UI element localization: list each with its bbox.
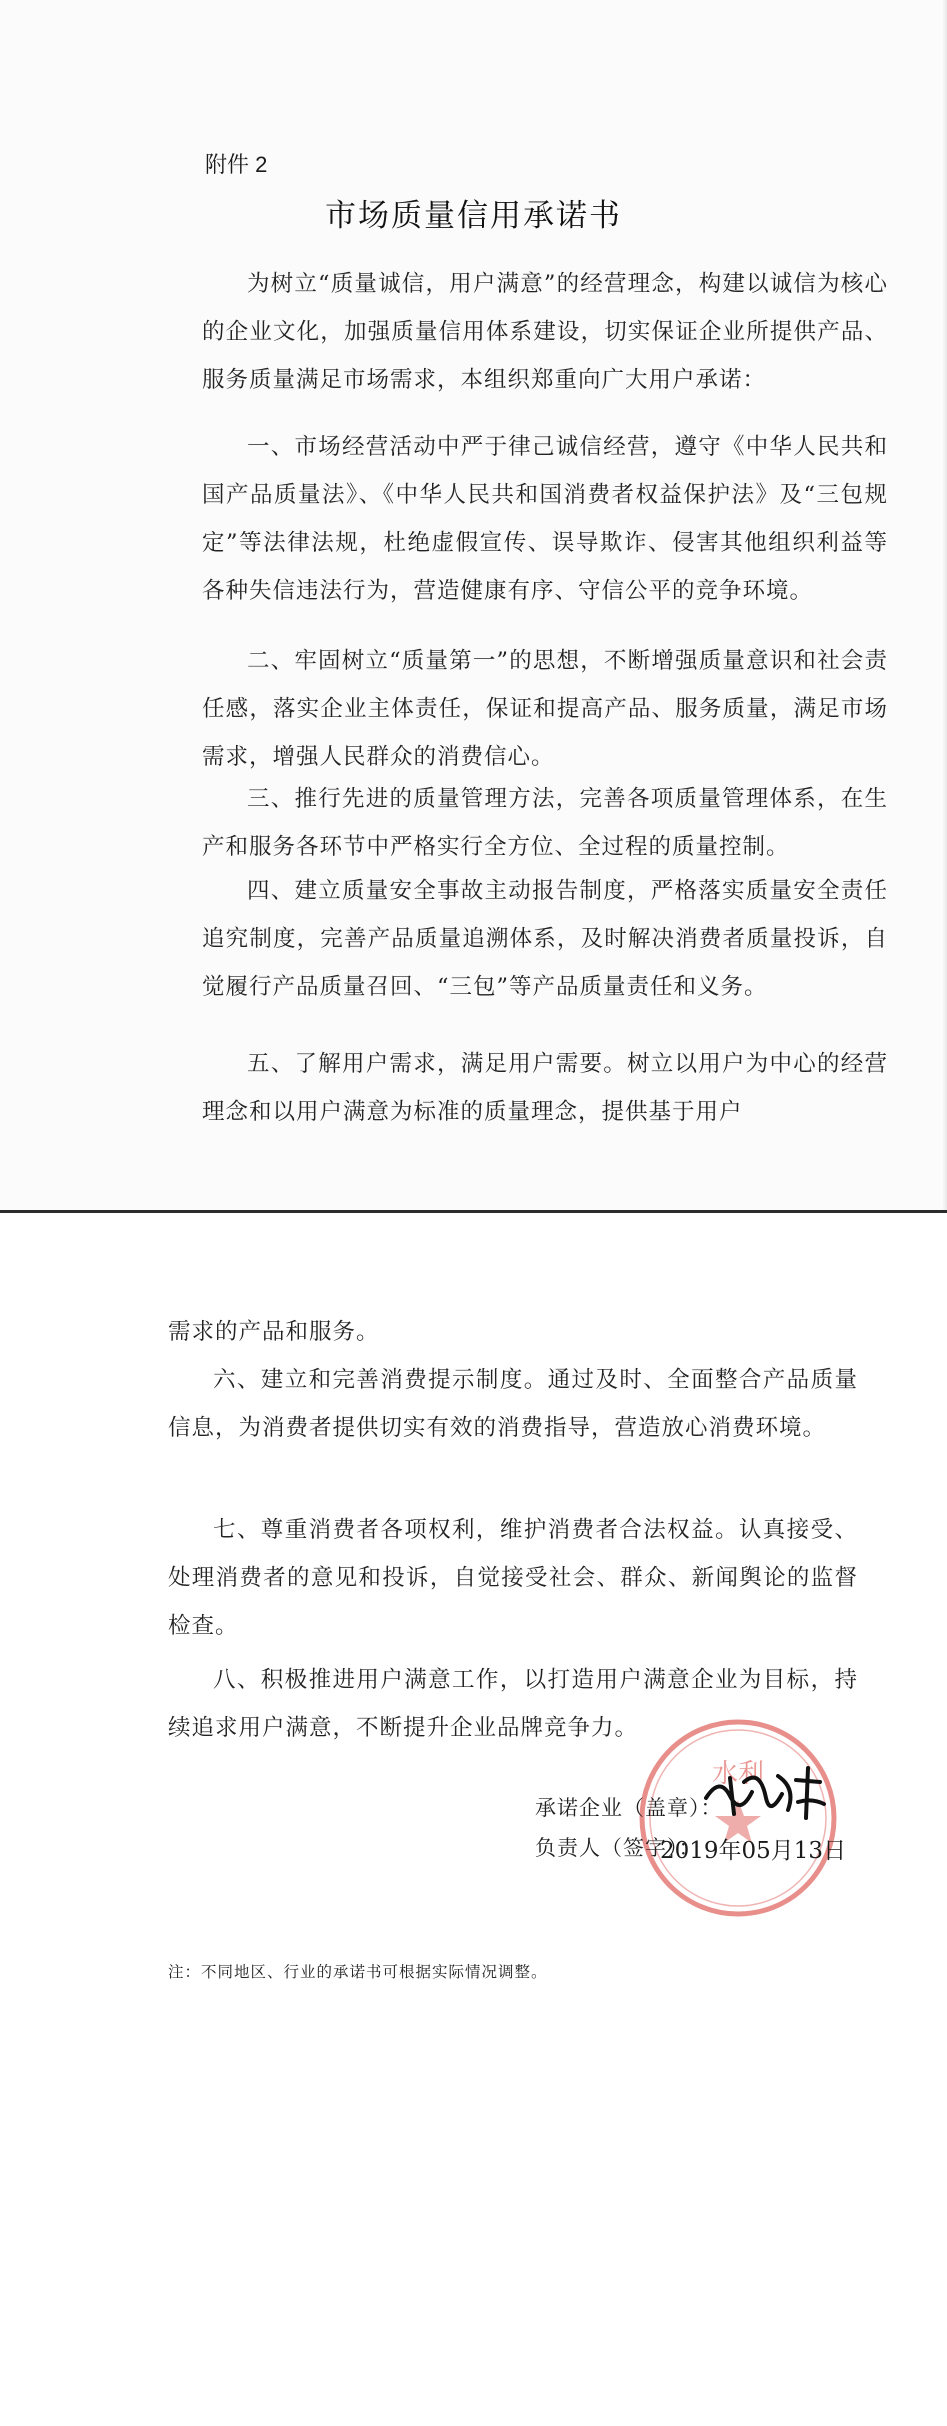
paragraph-intro: 为树立“质量诚信，用户满意”的经营理念，构建以诚信为核心的企业文化，加强质量信用体系建设，切实保证企业所提供产品、服务质量满足市场需求，本组织郑重向广大用户承诺： [202,271,888,393]
signing-date: 2019年05月13日 [660,1838,847,1864]
footnote: 注：不同地区、行业的承诺书可根据实际情况调整。 [168,1963,548,1981]
paragraph-continuation: 需求的产品和服务。 [168,1319,380,1345]
handwritten-signature [700,1758,830,1828]
company-seal-label: 承诺企业（盖章）： [535,1796,723,1820]
paragraph-commitment-6: 六、建立和完善消费提示制度。通过及时、全面整合产品质量信息，为消费者提供切实有效的消费指导，营造放心消费环境。 [168,1367,858,1441]
page-edge-shadow [941,0,947,1210]
paragraph-commitment-3: 三、推行先进的质量管理方法，完善各项质量管理体系，在生产和服务各环节中严格实行全方位、全过程的质量控制。 [202,786,888,860]
paragraph-commitment-4: 四、建立质量安全事故主动报告制度，严格落实质量安全责任追究制度，完善产品质量追溯体系，及时解决消费者质量投诉，自觉履行产品质量召回、“三包”等产品质量责任和义务。 [202,878,888,1000]
paragraph-commitment-8: 八、积极推进用户满意工作，以打造用户满意企业为目标，持续追求用户满意，不断提升企业品牌竞争力。 [168,1667,858,1741]
paragraph-commitment-2: 二、牢固树立“质量第一”的思想，不断增强质量意识和社会责任感，落实企业主体责任，保证和提高产品、服务质量，满足市场需求，增强人民群众的消费信心。 [202,648,888,770]
document-title: 市场质量信用承诺书 [325,198,622,234]
paragraph-commitment-1: 一、市场经营活动中严于律己诚信经营，遵守《中华人民共和国产品质量法》、《中华人民共和国消费者权益保护法》及“三包规定”等法律法规，杜绝虚假宣传、误导欺诈、侵害其他组织利益等各种失信违法行为，营造健康有序、守信公平的竞争环境。 [202,434,888,604]
responsible-person-label: 负责人（签字）： [535,1836,701,1860]
paragraph-commitment-7: 七、尊重消费者各项权利，维护消费者合法权益。认真接受、处理消费者的意见和投诉，自觉接受社会、群众、新闻舆论的监督检查。 [168,1517,858,1639]
paragraph-commitment-5: 五、了解用户需求，满足用户需要。树立以用户为中心的经营理念和以用户满意为标准的质量理念，提供基于用户 [202,1051,888,1125]
seal-text: 水利 [711,1759,765,1789]
attachment-label: 附件 2 [205,152,268,177]
